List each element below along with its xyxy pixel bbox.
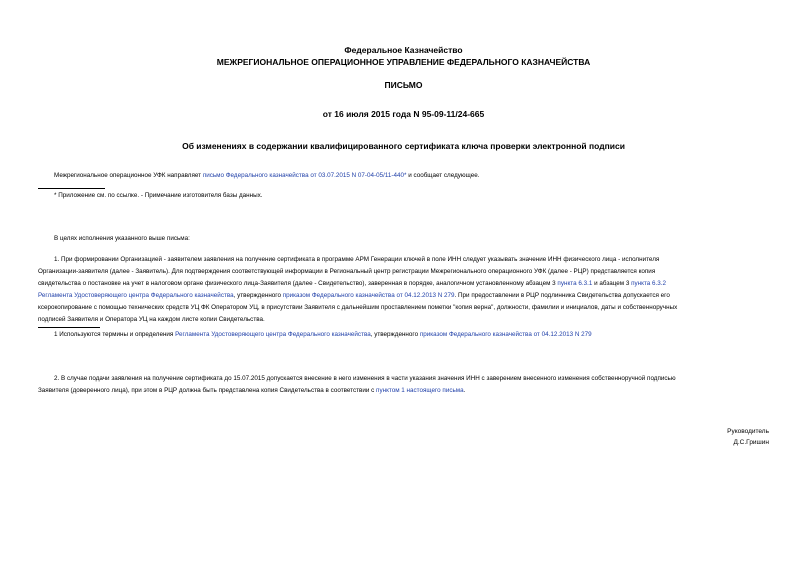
org-name: Федеральное Казначейство — [344, 45, 463, 55]
intro-text-post: и сообщает следующее. — [406, 172, 480, 179]
document-date-number: от 16 июля 2015 года N 95-09-11/24-665 — [322, 109, 485, 119]
department-name: МЕЖРЕГИОНАЛЬНОЕ ОПЕРАЦИОННОЕ УПРАВЛЕНИЕ ФЕДЕРАЛЬНОГО КАЗНАЧЕЙСТВА — [216, 57, 591, 67]
item1-line1: 1. При формировании Организацией - заявителем заявления на получение сертификата в программе АРМ Генерации ключей в поле ИНН следует указывать значение ИНН физического лица - исполнителя — [54, 256, 660, 263]
purpose-paragraph: В целях исполнения указанного выше письма: — [54, 235, 190, 242]
item2-line2-text: Заявителя (доверенного лица), при этом в РЦР должна быть представлена копия Свидетельства в соответствии с — [38, 387, 377, 394]
footnote-note: * Приложение см. по ссылке. - Примечание изготовителя базы данных. — [54, 192, 263, 199]
document-type: ПИСЬМО — [384, 80, 423, 90]
intro-letter-link[interactable]: письмо Федерального казначейства от 03.07.2015 N 07-04-05/11-440* — [202, 172, 407, 179]
item1-line4-mid: , утвержденного — [233, 292, 283, 299]
item1-line4-post: . При предоставлении в РЦР подлинника Свидетельства допускается его — [454, 292, 670, 299]
intro-text-pre: Межрегиональное операционное УФК направляет — [54, 172, 203, 179]
footnote2-mid: , утвержденного — [370, 331, 420, 338]
footnote2-regulation-link[interactable]: Регламента Удостоверяющего центра Федерального казначейства — [175, 331, 371, 338]
footnote2 — [54, 329, 592, 341]
item2-line1: 2. В случае подачи заявления на получение сертификата до 15.07.2015 допускается внесение в него изменения в части указания значения ИНН с заверением внесенного изменения собственноручной подписью — [54, 375, 676, 382]
footnote-divider — [38, 188, 105, 189]
document-title: Об изменениях в содержании квалифицированного сертификата ключа проверки электронной подписи — [182, 141, 625, 151]
clause-632-link[interactable]: пункта 6.3.2 — [631, 280, 667, 287]
footnote2-divider — [38, 327, 100, 328]
item1-line3-text: свидетельства о постановке на учет в налоговом органе физического лица-Заявителя (далее - Свидетельство), заверенная в порядке, аналогичном установленному абзацем 3 — [38, 280, 558, 287]
footnote2-mark: 1 — [54, 331, 58, 338]
item1-line5: ксерокопирование с помощью технических средств УЦ ФК Оператором УЦ, в присутствии Заявителя с дальнейшим проставлением пометки "копия верна", должности, фамилии и инициалов, даты и собственноручных — [38, 304, 678, 311]
item1-line3 — [38, 278, 666, 290]
intro-paragraph — [54, 170, 480, 182]
signatory-name: Д.С.Гришин — [733, 439, 769, 446]
footnote2-order-link[interactable]: приказом Федерального казначейства от 04.12.2013 N 279 — [419, 331, 592, 338]
footnote2-text: Используются термины и определения — [57, 331, 176, 338]
clause1-link[interactable]: пунктом 1 настоящего письма — [376, 387, 464, 394]
item1-line3-mid: и абзацем 3 — [592, 280, 632, 287]
clause-631-link[interactable]: пункта 6.3.1 — [557, 280, 593, 287]
item1-line2: Организации-заявителя (далее - Заявитель). Для подтверждения соответствующей информации в Региональный центр регистрации Межрегионального операционного УФК (далее - РЦР) представляется копия — [38, 268, 656, 275]
item2-line2-post: . — [463, 387, 466, 394]
item2-line2 — [38, 385, 465, 397]
regulation-link[interactable]: Регламента Удостоверяющего центра Федерального казначейства — [38, 292, 234, 299]
signatory-position: Руководитель — [727, 428, 769, 435]
item1-line4 — [38, 290, 670, 302]
item1-line6: подписей Заявителя и Оператора УЦ на каждом листе копии Свидетельства. — [38, 316, 265, 323]
order-link[interactable]: приказом Федерального казначейства от 04.12.2013 N 279 — [282, 292, 455, 299]
